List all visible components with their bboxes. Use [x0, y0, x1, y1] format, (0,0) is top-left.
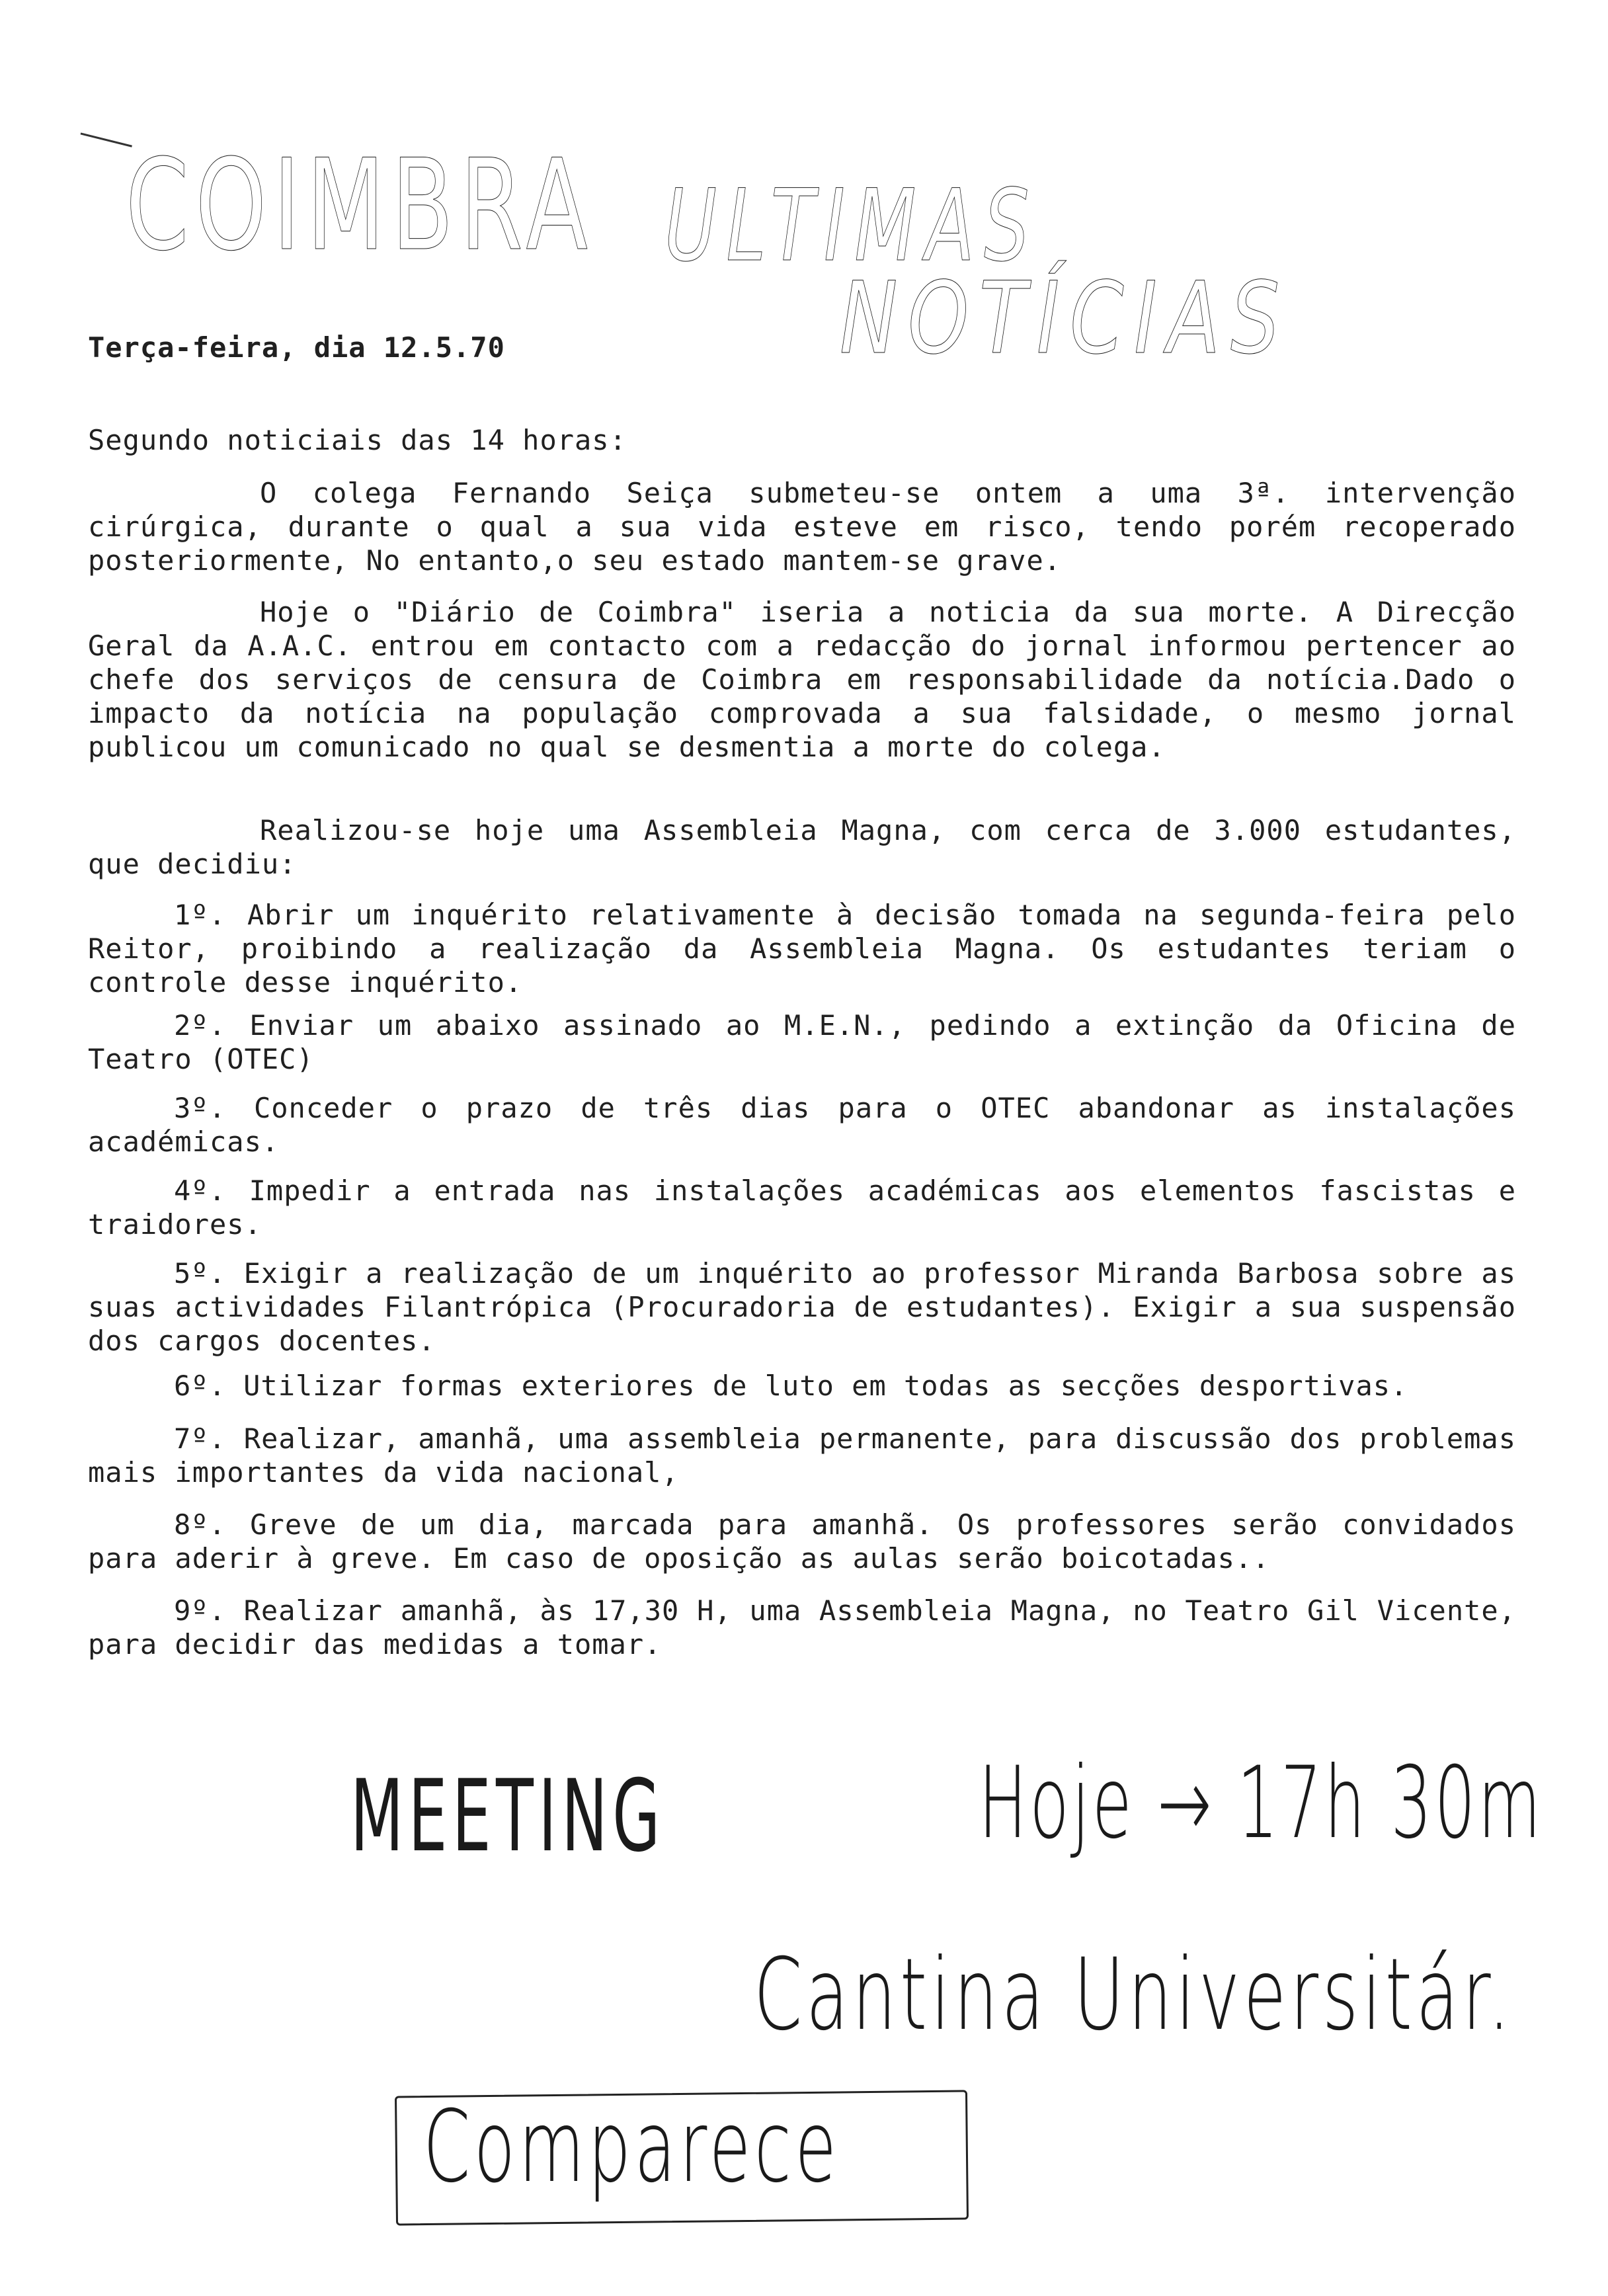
decision-item-9: 9º. Realizar amanhã, às 17,30 H, uma Assembleia Magna, no Teatro Gil Vicente, para decidir das medidas a tomar. — [88, 1594, 1516, 1660]
paragraph-surgery: O colega Fernando Seiça submeteu-se ontem a uma 3ª. intervenção cirúrgica, durante o qual a sua vida esteve em risco, tendo porém recoperado posteriormente, No entanto,o seu estado mantem-se grave. — [88, 477, 1516, 577]
meeting-heading: MEETING — [350, 1759, 665, 1874]
decision-item-6: 6º. Utilizar formas exteriores de luto em todas as secções desportivas. — [174, 1370, 1408, 1402]
date-line: Terça-feira, dia 12.5.70 — [88, 331, 505, 364]
paragraph-assembly: Realizou-se hoje uma Assembleia Magna, com cerca de 3.000 estudantes, que decidiu: — [88, 814, 1516, 880]
meeting-place: Cantina Universitár. — [754, 1938, 1514, 2053]
decision-item-8: 8º. Greve de um dia, marcada para amanhã. Os professores serão convidados para aderir à greve. Em caso de oposição as aulas serão boicotadas.. — [88, 1508, 1516, 1575]
decision-item-5: 5º. Exigir a realização de um inquérito ao professor Miranda Barbosa sobre as suas actividades Filantrópica (Procuradoria de estudantes). Exigir a sua suspensão dos cargos docentes. — [88, 1257, 1516, 1357]
decision-item-2: 2º. Enviar um abaixo assinado ao M.E.N., pedindo a extinção da Oficina de Teatro (OTEC) — [88, 1009, 1516, 1075]
intro-line: Segundo noticiais das 14 horas: — [88, 424, 627, 456]
paragraph-false-news: Hoje o "Diário de Coimbra" iseria a noticia da sua morte. A Direcção Geral da A.A.C. entrou em contacto com a redacção do jornal informou pertencer ao chefe dos serviços de censura de Coimbra em responsabilidade da notícia.Dado o impacto da notícia na população comprovada a sua falsidade, o mesmo jornal publicou um comunicado no qual se desmentia a morte do colega. — [88, 596, 1516, 763]
title-coimbra: COIMBRA — [126, 132, 595, 278]
decision-item-7: 7º. Realizar, amanhã, uma assembleia permanente, para discussão dos problemas mais importantes da vida nacional, — [88, 1422, 1516, 1489]
title-noticias: NOTÍCIAS — [840, 261, 1290, 376]
meeting-time: Hoje → 17h 30m — [979, 1746, 1544, 1861]
title-ultimas: ULTIMAS — [664, 169, 1039, 284]
decision-item-1: 1º. Abrir um inquérito relativamente à decisão tomada na segunda-feira pelo Reitor, proibindo a realização da Assembleia Magna. Os estudantes teriam o controle desse inquérito. — [88, 899, 1516, 999]
comparece-call: Comparece — [423, 2090, 840, 2205]
decision-item-3: 3º. Conceder o prazo de três dias para o OTEC abandonar as instalações académicas. — [88, 1092, 1516, 1158]
decision-item-4: 4º. Impedir a entrada nas instalações académicas aos elementos fascistas e traidores. — [88, 1174, 1516, 1241]
stray-pen-mark — [79, 132, 132, 151]
